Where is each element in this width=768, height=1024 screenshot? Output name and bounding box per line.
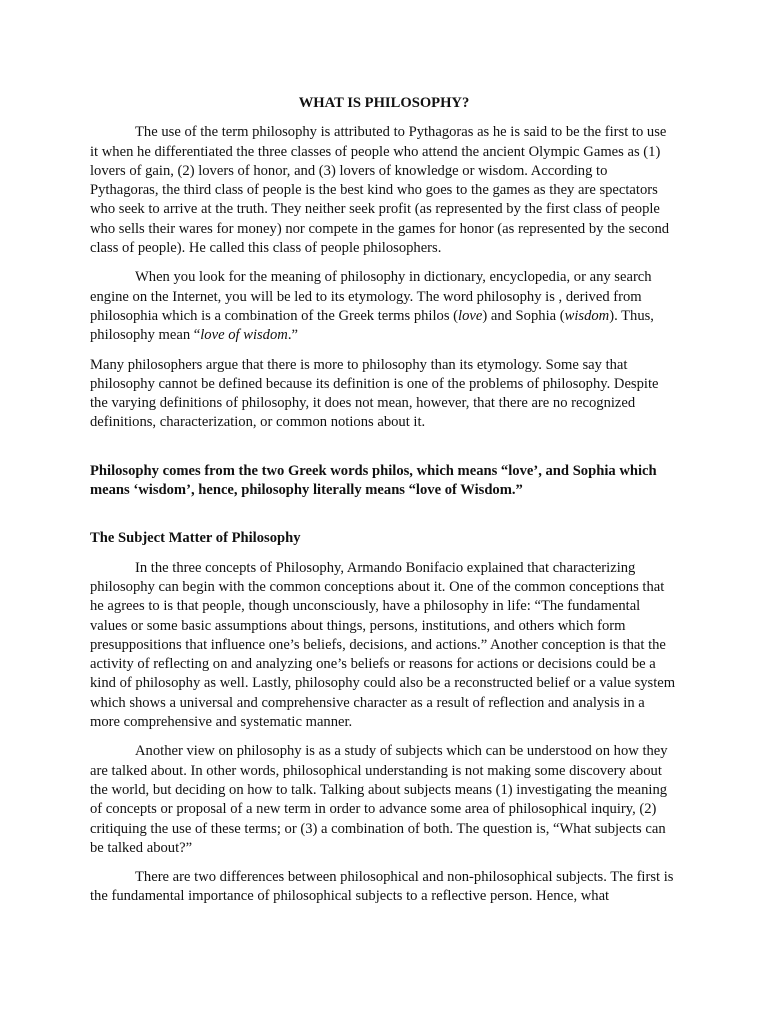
paragraph-another-view: Another view on philosophy is as a study of subjects which can be understood on how they are talked about. In other words, philosophical understanding is not making some discovery about the world, but deciding on how to talk. Talking about subjects means (1) investigating the meaning of concepts or proposal of a new term in order to advance some area of philosophical inquiry, (2) critiquing the use of these terms; or (3) a combination of both. The question is, “What subjects can be talked about?” [90,743,668,856]
paragraph-definitions: Many philosophers argue that there is more to philosophy than its etymology. Some say that philosophy cannot be defined because its definition is one of the problems of philosophy. Despite the varying definitions of philosophy, it does not mean, however, that there are no recognized definitions, characterization, or common notions about it. [90,356,659,431]
paragraph-bonifacio: In the three concepts of Philosophy, Armando Bonifacio explained that characterizing philosophy can begin with the common conceptions about it. One of the common conceptions that he agrees to is that people, though unconsciously, have a philosophy in life: “The fundamental values or some basic assumptions about things, persons, institutions, and others which form presuppositions that influence one’s beliefs, decisions, and actions.” Another conception is that the activity of reflecting on and analyzing one’s beliefs or reasons for actions or decisions could be a kind of philosophy as well. Lastly, philosophy could also be a reconstructed belief or a value system which shows a universal and comprehensive character as a result of reflection and analysis in a more comprehensive and systematic manner. [90,559,676,731]
document-title: WHAT IS PHILOSOPHY? [298,95,470,111]
paragraph-etymology-text-b: ) and Sophia ( [482,307,565,324]
blank-line [90,510,678,529]
document-page [90,94,678,917]
term-love-of-wisdom: love of wisdom [200,327,288,344]
paragraph-etymology [90,268,678,345]
bold-statement: Philosophy comes from the two Greek words philos, which means “love’, and Sophia which means ‘wisdom’, hence, philosophy literally means “love of Wisdom.” [90,462,657,499]
term-love: love [458,307,483,324]
blank-line [90,443,678,462]
paragraph-etymology-text-a: When you look for the meaning of philosophy in dictionary, encyclopedia, or any search engine on the Internet, you will be led to its etymology. The word philosophy is , derived from philosophia which is a combination of the Greek terms philos ( [90,269,652,324]
paragraph-differences: There are two differences between philosophical and non-philosophical subjects. The first is the fundamental importance of philosophical subjects to a reflective person. Hence, what [90,869,674,905]
term-wisdom: wisdom [564,307,610,324]
paragraph-etymology-text-d: .” [287,327,298,344]
paragraph-pythagoras: The use of the term philosophy is attributed to Pythagoras as he is said to be the first to use it when he differentiated the three classes of people who attend the ancient Olympic Games as (1) lovers of gain, (2) lovers of honor, and (3) lovers of knowledge or wisdom. According to Pythagoras, the third class of people is the best kind who goes to the games as they are spectators who seek to arrive at the truth. They neither seek profit (as represented by the first class of people who sells their wares for money) nor compete in the games for honor (as represented by the second class of people). He called this class of people philosophers. [90,124,670,257]
paragraph-etymology-text-c: ). Thus, philosophy mean “ [90,307,654,344]
section-heading-subject-matter: The Subject Matter of Philosophy [90,530,301,547]
